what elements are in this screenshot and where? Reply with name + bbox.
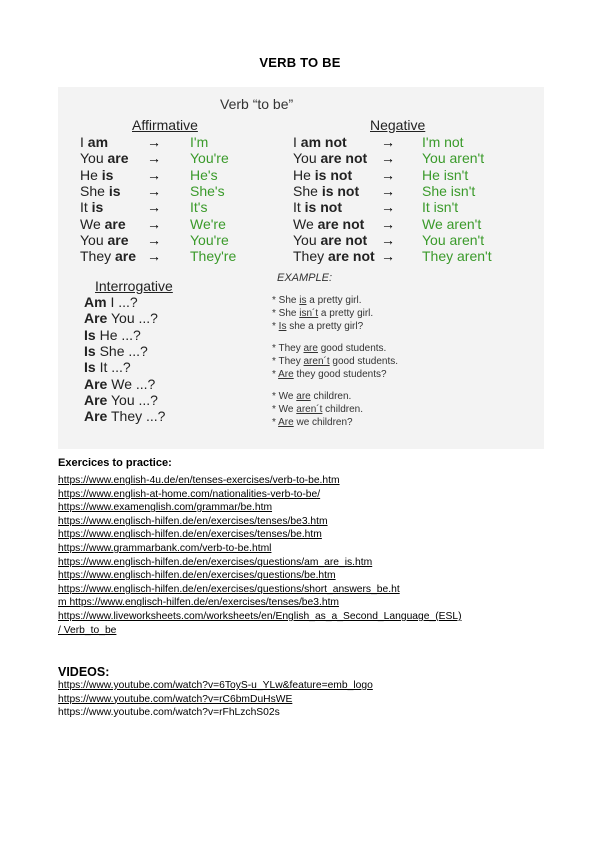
affirmative-short-form: It's <box>190 199 208 216</box>
interrogative-item <box>84 327 141 343</box>
example-verb: are <box>296 391 311 402</box>
example-verb: Is <box>278 321 287 332</box>
negative-full-form <box>293 216 364 232</box>
negative-subject: I <box>293 134 301 150</box>
exercise-link[interactable]: m https://www.englisch-hilfen.de/en/exercises/tenses/be3.htm <box>58 597 340 609</box>
affirmative-short-form: You're <box>190 231 229 248</box>
negative-short-form: I'm not <box>422 134 464 150</box>
negative-short-form: He isn't <box>422 166 469 183</box>
arrow-icon: → <box>147 134 161 150</box>
example-sentence <box>272 321 363 332</box>
interrogative-rest: He ...? <box>95 326 141 343</box>
negative-verb: am not <box>300 134 347 150</box>
example-post: we children? <box>293 417 353 428</box>
negative-short-form: They aren't <box>422 248 492 265</box>
negative-subject: It <box>293 199 305 216</box>
exercise-link[interactable]: https://www.examenglish.com/grammar/be.htm <box>58 502 273 514</box>
video-link[interactable]: https://www.youtube.com/watch?v=rFhLzchS02s <box>58 707 280 719</box>
example-verb: Are <box>278 417 294 428</box>
affirmative-subject: She <box>80 182 109 199</box>
negative-short-form: It isn't <box>422 199 459 216</box>
interrogative-verb: Am <box>84 294 107 310</box>
example-verb: isn´t <box>299 308 319 319</box>
affirmative-short-form: He's <box>190 166 218 183</box>
arrow-icon: → <box>147 199 161 216</box>
interrogative-rest: I ...? <box>106 294 138 310</box>
affirmative-full-form <box>80 134 108 150</box>
example-pre: * They <box>272 343 304 354</box>
affirmative-short-form: We're <box>190 215 226 232</box>
affirmative-verb: is <box>101 166 114 183</box>
negative-short-form: You aren't <box>422 150 485 167</box>
example-verb: aren´t <box>296 404 323 415</box>
example-pre: * We <box>272 404 297 415</box>
negative-short-form: We aren't <box>422 215 482 232</box>
arrow-icon: → <box>381 134 395 150</box>
arrow-icon: → <box>381 199 395 216</box>
negative-full-form <box>293 134 347 150</box>
arrow-icon: → <box>381 166 395 183</box>
affirmative-subject: You <box>80 231 108 248</box>
negative-subject: You <box>293 231 321 248</box>
example-verb: is <box>299 295 307 306</box>
exercise-link[interactable]: / Verb_to_be <box>58 624 117 636</box>
affirmative-full-form <box>80 232 129 248</box>
exercise-link[interactable]: https://www.englisch-hilfen.de/en/exercises/questions/am_are_is.htm <box>58 556 373 568</box>
interrogative-rest: They ...? <box>107 408 166 425</box>
example-post: a pretty girl. <box>306 295 362 306</box>
example-sentence <box>272 295 362 306</box>
example-post: good students. <box>317 343 387 354</box>
example-pre: * She <box>272 295 300 306</box>
example-sentence <box>272 356 398 367</box>
negative-verb: are not <box>328 248 375 265</box>
negative-full-form <box>293 199 342 215</box>
video-link[interactable]: https://www.youtube.com/watch?v=rC6bmDuHsWE <box>58 693 293 705</box>
interrogative-rest: You ...? <box>107 391 158 408</box>
arrow-icon: → <box>381 248 395 265</box>
affirmative-full-form <box>80 167 113 183</box>
exercise-link[interactable]: https://www.englisch-hilfen.de/en/exercises/questions/be.htm <box>58 570 336 582</box>
arrow-icon: → <box>147 166 161 183</box>
affirmative-short-form: I'm <box>190 134 209 150</box>
affirmative-full-form <box>80 183 121 199</box>
example-pre: * <box>272 417 279 428</box>
negative-verb: is not <box>321 182 360 199</box>
chart-title: Verb “to be” <box>220 96 294 112</box>
arrow-icon: → <box>147 182 161 199</box>
arrow-icon: → <box>381 215 395 232</box>
arrow-icon: → <box>147 215 161 232</box>
example-post: children. <box>310 391 352 402</box>
exercise-link[interactable]: https://www.englisch-hilfen.de/en/exercises/tenses/be3.htm <box>58 515 328 527</box>
interrogative-verb: Are <box>84 391 108 408</box>
example-post: children. <box>322 404 363 415</box>
affirmative-verb: are <box>107 231 129 248</box>
interrogative-rest: We ...? <box>107 375 156 392</box>
affirmative-subject: They <box>80 248 116 265</box>
interrogative-rest: It ...? <box>95 359 131 376</box>
negative-subject: You <box>293 150 321 167</box>
example-pre: * <box>272 369 279 380</box>
example-post: she a pretty girl? <box>286 321 364 332</box>
negative-full-form <box>293 248 375 264</box>
exercise-link[interactable]: https://www.english-at-home.com/nationalities-verb-to-be/ <box>58 488 321 500</box>
example-sentence <box>272 391 351 402</box>
example-pre: * She <box>272 308 300 319</box>
video-link[interactable]: https://www.youtube.com/watch?v=6ToyS-u_YLw&feature=emb_logo <box>58 680 373 691</box>
negative-short-form: You aren't <box>422 231 485 248</box>
example-pre: * They <box>272 356 304 367</box>
negative-verb: are not <box>320 231 368 248</box>
negative-subject: They <box>293 248 329 265</box>
arrow-icon: → <box>381 231 395 248</box>
interrogative-item <box>84 359 131 375</box>
interrogative-verb: Is <box>84 359 96 376</box>
example-verb: Are <box>278 369 294 380</box>
affirmative-short-form: She's <box>190 182 225 199</box>
affirmative-verb: is <box>108 182 121 199</box>
negative-full-form <box>293 232 367 248</box>
affirmative-full-form <box>80 248 136 264</box>
negative-header: Negative <box>370 117 426 133</box>
affirmative-verb: are <box>107 150 129 167</box>
interrogative-rest: You ...? <box>107 310 158 327</box>
affirmative-subject: You <box>80 150 108 167</box>
interrogative-verb: Is <box>84 342 96 359</box>
interrogative-item <box>84 408 165 424</box>
negative-verb: is not <box>314 166 353 183</box>
exercises-title: Exercices to practice: <box>58 457 172 469</box>
negative-verb: is not <box>304 199 343 216</box>
affirmative-full-form <box>80 150 129 166</box>
videos-title: VIDEOS: <box>58 665 110 679</box>
affirmative-short-form: You're <box>190 150 229 167</box>
example-verb: are <box>303 343 318 354</box>
example-sentence <box>272 417 353 428</box>
example-pre: * <box>272 321 279 332</box>
interrogative-item <box>84 294 138 310</box>
exercise-link[interactable]: https://www.englisch-hilfen.de/en/exercises/tenses/be.htm <box>58 529 322 541</box>
arrow-icon: → <box>147 150 161 167</box>
interrogative-rest: She ...? <box>95 342 148 359</box>
interrogative-header: Interrogative <box>95 278 173 294</box>
arrow-icon: → <box>147 231 161 248</box>
exercise-link[interactable]: https://www.liveworksheets.com/worksheets/en/English_as_a_Second_Language_(ESL) <box>58 611 462 622</box>
affirmative-verb: am <box>87 134 109 150</box>
negative-short-form: She isn't <box>422 182 476 199</box>
affirmative-subject: We <box>80 215 105 232</box>
example-label: EXAMPLE: <box>277 272 333 284</box>
interrogative-item <box>84 343 148 359</box>
affirmative-subject: I <box>80 134 88 150</box>
negative-subject: We <box>293 215 318 232</box>
negative-verb: are not <box>317 215 365 232</box>
example-sentence <box>272 404 363 415</box>
example-post: a pretty girl. <box>318 308 374 319</box>
arrow-icon: → <box>147 248 161 265</box>
negative-full-form <box>293 183 359 199</box>
affirmative-short-form: They're <box>190 248 237 265</box>
affirmative-subject: He <box>80 166 102 183</box>
arrow-icon: → <box>381 150 395 167</box>
interrogative-item <box>84 392 158 408</box>
page-title: VERB TO BE <box>259 55 341 70</box>
arrow-icon: → <box>381 182 395 199</box>
interrogative-verb: Are <box>84 375 108 392</box>
affirmative-verb: are <box>115 248 137 265</box>
example-sentence <box>272 369 387 380</box>
example-post: good students. <box>329 356 399 367</box>
exercise-link[interactable]: https://www.english-4u.de/en/tenses-exercises/verb-to-be.htm <box>58 475 340 486</box>
negative-subject: She <box>293 182 322 199</box>
negative-subject: He <box>293 166 315 183</box>
interrogative-verb: Is <box>84 326 96 343</box>
exercise-link[interactable]: https://www.englisch-hilfen.de/en/exercises/questions/short_answers_be.ht <box>58 583 400 595</box>
example-pre: * We <box>272 391 297 402</box>
exercise-link[interactable]: https://www.grammarbank.com/verb-to-be.html <box>58 543 272 554</box>
example-sentence <box>272 308 373 319</box>
affirmative-full-form <box>80 216 126 232</box>
interrogative-verb: Are <box>84 310 108 327</box>
example-post: they good students? <box>293 369 387 380</box>
affirmative-full-form <box>80 199 103 215</box>
interrogative-item <box>84 310 158 326</box>
affirmative-subject: It <box>80 199 92 216</box>
interrogative-verb: Are <box>84 408 108 425</box>
affirmative-header: Affirmative <box>132 117 198 133</box>
negative-verb: are not <box>320 150 368 167</box>
affirmative-verb: is <box>91 199 104 216</box>
example-sentence <box>272 343 386 354</box>
example-verb: aren´t <box>303 356 330 367</box>
interrogative-item <box>84 376 155 392</box>
affirmative-verb: are <box>104 215 126 232</box>
negative-full-form <box>293 167 352 183</box>
negative-full-form <box>293 150 367 166</box>
